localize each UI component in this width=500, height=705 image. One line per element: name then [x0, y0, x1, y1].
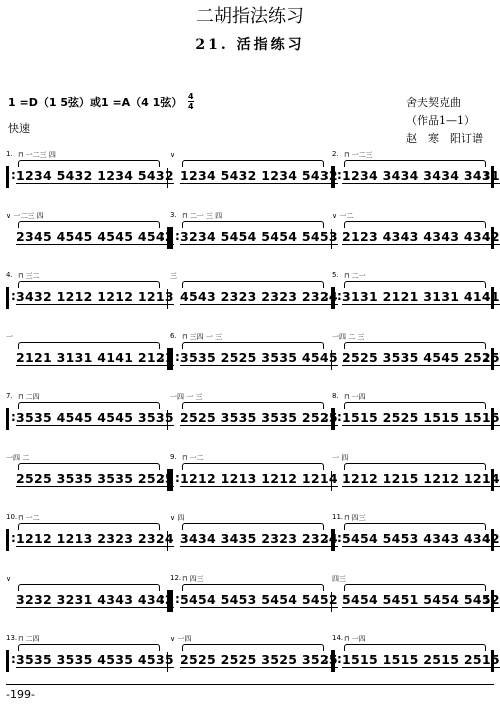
score-measure-group [6, 211, 174, 251]
repeat-end-sign [161, 469, 170, 491]
fingering-marks: 一四 二 三 [332, 332, 365, 341]
score-measure-group [332, 332, 500, 372]
fingering-marks: ⊓ 二四 [18, 635, 40, 643]
exercise-number: 6. [170, 331, 177, 340]
score-row [6, 271, 500, 311]
slur-mark [344, 644, 486, 651]
repeat-start-sign [332, 650, 341, 672]
score-measure-group [332, 574, 500, 614]
slur-mark [182, 342, 324, 349]
note-sequence: 3232 3231 4343 4342 [16, 591, 174, 607]
repeat-end-sign [161, 227, 170, 249]
barline [167, 289, 168, 309]
exercise-number: 4. [6, 271, 13, 279]
fingering-marks: ∨ [170, 151, 176, 159]
time-signature [188, 92, 194, 111]
note-sequence: 5454 5453 5454 5452 [180, 591, 338, 607]
note-sequence: 3234 5454 5454 5453 [180, 228, 338, 244]
exercise-number: 9. [170, 452, 177, 461]
repeat-start-sign [332, 408, 341, 430]
repeat-start-sign [6, 166, 15, 188]
repeat-end-sign [485, 590, 494, 612]
slur-mark [18, 523, 160, 530]
repeat-start-sign [6, 408, 15, 430]
work-number: （作品1—1） [406, 114, 475, 127]
barline [167, 410, 168, 430]
note-sequence: 2123 4343 4343 4342 [342, 228, 500, 244]
fingering-marks: ⊓ 二一 三 四 [182, 211, 223, 220]
fingering-marks: 三 [170, 272, 177, 280]
repeat-end-sign [485, 469, 494, 491]
note-sequence: 2525 3535 4545 2525 [342, 349, 500, 365]
score-measure-group [6, 392, 174, 432]
repeat-end-sign [485, 408, 494, 430]
score-measure-group [332, 271, 500, 311]
note-sequence: 3535 2525 3535 4545 [180, 349, 338, 365]
exercise-number: 2. [332, 150, 339, 158]
note-sequence: 5454 5451 5454 5452 [342, 591, 500, 607]
slur-mark [18, 160, 160, 167]
note-sequence: 1234 5432 1234 5432 [180, 168, 338, 183]
score-measure-group [170, 271, 338, 311]
slur-mark [18, 402, 160, 409]
note-sequence: 1212 1215 1212 1214 [342, 470, 500, 486]
score-measure-group [170, 150, 338, 190]
slur-mark [182, 402, 324, 409]
repeat-end-sign [161, 590, 170, 612]
slur-mark [182, 463, 324, 470]
score-row [6, 210, 500, 251]
score-row [6, 150, 500, 190]
note-sequence: 1212 1213 2323 2324 [16, 531, 174, 546]
score-measure-group [170, 331, 338, 372]
repeat-start-sign [170, 590, 179, 612]
note-sequence: 5454 5453 4343 4342 [342, 531, 500, 546]
score-row [6, 634, 500, 674]
repeat-start-sign [6, 287, 15, 309]
score-measure-group [332, 150, 500, 190]
slur-mark [18, 584, 160, 591]
note-sequence: 2121 3131 4141 2121 [16, 349, 174, 365]
repeat-end-sign [485, 166, 494, 188]
note-sequence: 1234 3434 3434 3431 [342, 168, 500, 183]
slur-mark [344, 342, 486, 349]
fingering-marks: ⊓ 四三 [344, 514, 366, 522]
note-sequence: 1515 2525 1515 1515 [342, 410, 500, 425]
note-sequence: 3432 1212 1212 1213 [16, 289, 174, 304]
barline [167, 531, 168, 551]
exercise-title: 21. 活指练习 [195, 37, 305, 53]
slur-mark [182, 523, 324, 530]
arranger: 赵 寒 阳订谱 [406, 132, 483, 145]
score-measure-group [170, 573, 338, 614]
slur-mark [344, 402, 486, 409]
barline [167, 652, 168, 672]
page-number: -199- [6, 688, 35, 701]
exercise-number: 10. [6, 513, 18, 521]
slur-mark [182, 281, 324, 288]
exercise-number: 11. [332, 513, 344, 521]
fingering-marks: ⊓ 一二 [182, 453, 204, 462]
score-measure-group [332, 453, 500, 493]
repeat-start-sign [6, 529, 15, 551]
exercise-number: 5. [332, 271, 339, 279]
fingering-marks: 一四 一 三 [170, 393, 203, 401]
slur-mark [18, 221, 160, 228]
fingering-marks: ∨ 四 [170, 514, 185, 522]
exercise-number: 8. [332, 392, 339, 400]
repeat-end-sign [485, 529, 494, 551]
score-measure-group [170, 392, 338, 432]
fingering-marks: 一 四 [332, 453, 349, 462]
time-denominator: 4 [188, 102, 194, 111]
note-sequence: 2345 4545 4545 4542 [16, 228, 174, 244]
score-measure-group [170, 452, 338, 493]
fingering-marks: ⊓ 四三 [182, 574, 204, 583]
score-row [6, 452, 500, 493]
note-sequence: 4543 2323 2323 2324 [180, 289, 338, 304]
note-sequence: 2525 3535 3535 2525 [16, 470, 174, 486]
exercise-number: 14. [332, 634, 344, 642]
slur-mark [344, 160, 486, 167]
slur-mark [182, 644, 324, 651]
slur-mark [182, 584, 324, 591]
note-sequence: 3535 3535 4535 4535 [16, 652, 174, 667]
note-sequence: 1515 1515 2515 2515 [342, 652, 500, 667]
note-sequence: 1234 5432 1234 5432 [16, 168, 174, 183]
slur-mark [18, 342, 160, 349]
key-signature: 1 =D（1 5弦）或1 =A（4 1弦） [8, 96, 183, 109]
barline [167, 168, 168, 188]
slur-mark [18, 644, 160, 651]
slur-mark [344, 523, 486, 530]
composer: 舍夫契克曲 [406, 96, 461, 109]
repeat-end-sign [485, 650, 494, 672]
fingering-marks: ⊓ 三二 [18, 272, 40, 280]
fingering-marks: ⊓ 一二三 [344, 151, 373, 159]
score-row [6, 331, 500, 372]
slur-mark [18, 281, 160, 288]
note-sequence: 3535 4545 4545 3535 [16, 410, 174, 425]
fingering-marks: ⊓ 二四 [18, 393, 40, 401]
score-measure-group [6, 453, 174, 493]
tempo-marking: 快速 [8, 122, 30, 135]
fingering-marks: ⊓ 一二三 四 [18, 151, 56, 159]
page-title: 二胡指法练习 [196, 6, 304, 27]
repeat-start-sign [170, 227, 179, 249]
score-measure-group [6, 574, 174, 614]
repeat-end-sign [485, 287, 494, 309]
repeat-end-sign [161, 348, 170, 370]
slur-mark [182, 160, 324, 167]
fingering-marks: ∨ [6, 574, 12, 583]
slur-mark [344, 221, 486, 228]
score-row [6, 513, 500, 553]
fingering-marks: ∨ 一四 [170, 635, 192, 643]
note-sequence: 2525 2525 3525 3525 [180, 652, 338, 667]
score-row [6, 573, 500, 614]
slur-mark [344, 584, 486, 591]
note-sequence: 1212 1213 1212 1214 [180, 470, 338, 486]
repeat-start-sign [332, 166, 341, 188]
score-measure-group [6, 150, 174, 190]
score-measure-group [170, 210, 338, 251]
time-numerator: 4 [188, 92, 194, 101]
exercise-number: 3. [170, 210, 177, 219]
score-measure-group [332, 634, 500, 674]
credits [406, 94, 483, 148]
fingering-marks: ⊓ 一二 [18, 514, 40, 522]
fingering-marks: ⊓ 二一 [344, 272, 366, 280]
repeat-end-sign [485, 348, 494, 370]
slur-mark [182, 221, 324, 228]
score-measure-group [332, 211, 500, 251]
slur-mark [18, 463, 160, 470]
note-sequence: 3434 3435 2323 2324 [180, 531, 338, 546]
score-measure-group [332, 392, 500, 432]
repeat-start-sign [332, 529, 341, 551]
repeat-start-sign [170, 469, 179, 491]
note-sequence: 3131 2121 3131 4141 [342, 289, 500, 304]
fingering-marks: ⊓ 一四 [344, 635, 366, 643]
repeat-start-sign [170, 348, 179, 370]
fingering-marks: ⊓ 一四 [344, 393, 366, 401]
exercise-number: 13. [6, 634, 18, 642]
repeat-start-sign [332, 287, 341, 309]
score-measure-group [6, 513, 174, 553]
slur-mark [344, 281, 486, 288]
score-row [6, 392, 500, 432]
exercise-number: 7. [6, 392, 13, 400]
score-measure-group [6, 332, 174, 372]
fingering-marks: 一 [6, 332, 13, 341]
exercise-number: 1. [6, 150, 13, 158]
fingering-marks: ∨ 一二三 四 [6, 211, 44, 220]
score-measure-group [6, 634, 174, 674]
repeat-end-sign [485, 227, 494, 249]
score-measure-group [332, 513, 500, 553]
repeat-start-sign [6, 650, 15, 672]
slur-mark [344, 463, 486, 470]
fingering-marks: 一四 二 [6, 453, 30, 462]
fingering-marks: ∨ 一二 [332, 211, 354, 220]
exercise-number: 12. [170, 573, 182, 582]
fingering-marks: 四三 [332, 574, 346, 583]
score-measure-group [6, 271, 174, 311]
fingering-marks: ⊓ 三四 一 三 [182, 332, 223, 341]
footer-divider [6, 684, 494, 685]
note-sequence: 2525 3535 3535 2525 [180, 410, 338, 425]
